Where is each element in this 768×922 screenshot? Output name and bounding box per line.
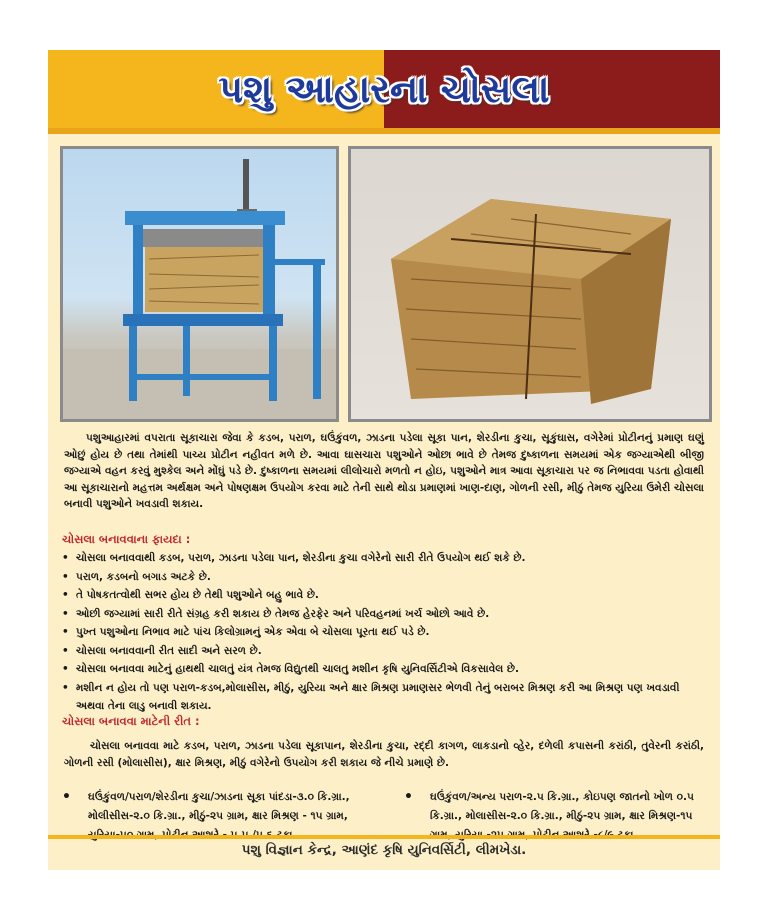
list-item: • ચોસલા બનાવવાથી કડબ, પરાળ, ઝાડના પડેલા પાન, શેરડીના કુચા વગેરેનો સારી રીતે ઉપયોગ થઈ શકે છે. [62,549,710,568]
intro-paragraph [64,430,704,513]
list-item: • પુખ્ત પશુઓના નિભાવ માટે પાંચ કિલોગ્રામનું એક એવા બે ચોસલા પૂરતા થઈ પડે છે. [62,623,710,642]
list-item: • ચોસલા બનાવવા માટેનું હાથથી ચાલતું યંત્ર તેમજ વિદ્યુતથી ચાલતુ મશીન કૃષિ યુનિવર્સિટીએ વિકસાવેલ છે. [62,660,710,679]
recipe-2-text: ઘઉંકુંવળ/અન્ય પરાળ-૨.૫ કિ.ગ્રા., કોઇપણ જાતનો ખોળ ૦.૫ કિ.ગ્રા., મોલાસીસ-૨.૦ કિ.ગ્રા., મીઠું-૨૫ ગ્રામ, ક્ષાર મિશ્રણ-૧૫ [430,791,694,822]
footer-divider [48,835,720,839]
benefits-list [62,549,710,716]
list-item: • તે પોષકતત્વોથી સભર હોય છે તેથી પશુઓને બહુ ભાવે છે. [62,586,710,605]
fodder-bale-photo [348,146,712,422]
method-text: ચોસલા બનાવવા માટે કડબ, પરાળ, ઝાડના પડેલા સૂકાપાન, શેરડીના કુચા, રદ્દી કાગળ, લાકડાનો વ્હેર, દળેલી કપાસની કરાંઠી, તુવેરની કરાંઠી, ગોળની રસી (મોલાસીસ), ક્ષાર મિશ્રણ, મીઠું વગેરેનો ઉપયોગ કરી શકાય જે નીચે પ્રમાણે છે. [64,740,704,769]
bullet-icon: • [404,789,413,805]
banner-stripe [48,128,720,134]
intro-text: પશુઆહારમાં વપરાતા સૂકાચારા જેવા કે કડબ, પરાળ, ઘઉંકુંવળ, ઝાડના પડેલા સૂકા પાન, શેરડીના કુચા, સૂકુંઘાસ, વગેરેમાં પ્રોટીનનું પ્રમાણ ઘણું ઓછું હોય છે તથા તેમાંથી પાચ્ય પ્રોટીન નહીવત મળે છે. આવા ઘાસચારા પશુઓને ઓછા ભાવે છે તેમજ દુષ્કાળના સમયમાં એક જગ્યાએથી બીજી જગ્યાએ વહન કરવું મુશ્કેલ અને મોંઘું પડે છે. દુષ્કાળના સમયમાં લીલોચારો મળતો ન હોઇ, પશુઓને માત્ર આવા સૂકાચારા પર જ નિભાવવા પડતા હોવાથી આ સૂકાચારાનો મહત્તમ અર્થક્ષમ અને પોષણક્ષમ ઉપયોગ કરવા માટે તેની સાથે થોડા પ્રમાણમાં ખાણ-દાણ, ગોળની રસી, મીઠું તેમજ યુરિયા ઉમેરી ચોસલા બનાવી પશુઓને ખવડાવી શકાય. [64,432,704,510]
benefits-heading: ચોસલા બનાવવાના ફાયદા : [62,532,191,546]
title-banner [48,50,720,128]
footer-institution: પશુ વિજ્ઞાન કેન્દ્ર, આણંદ કૃષિ યુનિવર્સિટી, લીમખેડા. [241,842,527,858]
recipe-1-text: ઘઉંકુંવળ/પરાળ/શેરડીના કુચા/ઝાડના સૂકા પાંદડા-૩.૦ કિ.ગ્રા., મોલીસીસ-૨.૦ કિ.ગ્રા., મીઠું-૨૫ ગ્રામ, ક્ષાર મિશ્રણ - ૧૫ ગ્રામ, [88,791,350,822]
list-item: • મશીન ન હોય તો પણ પરાળ-કડબ,મોલાસીસ, મીઠું, યુરિયા અને ક્ષાર મિશ્રણ પ્રમાણસર ભેળવી તેનું બરાબર મિશ્રણ કરી આ મિશ્રણ પણ ખવડાવી અથવા તેના લાડુ બનાવી શકાય. [62,679,710,716]
list-item: • પરાળ, કડબનો બગાડ અટકે છે. [62,568,710,587]
method-paragraph [64,738,704,772]
page-title: પશુ આહારના ચોસલા [218,66,550,111]
method-heading: ચોસલા બનાવવા માટેની રીત : [62,714,200,728]
poster [48,50,720,870]
list-item: • ચોસલા બનાવવાની રીત સાદી અને સરળ છે. [62,642,710,661]
baling-machine-photo [60,146,339,422]
bullet-icon: • [62,789,71,805]
list-item: • ઓછી જગ્યામાં સારી રીતે સંગ્રહ કરી શકાય છે તેમજ હેરફેર અને પરિવહનમાં ખર્ચ ઓછો આવે છે. [62,605,710,624]
